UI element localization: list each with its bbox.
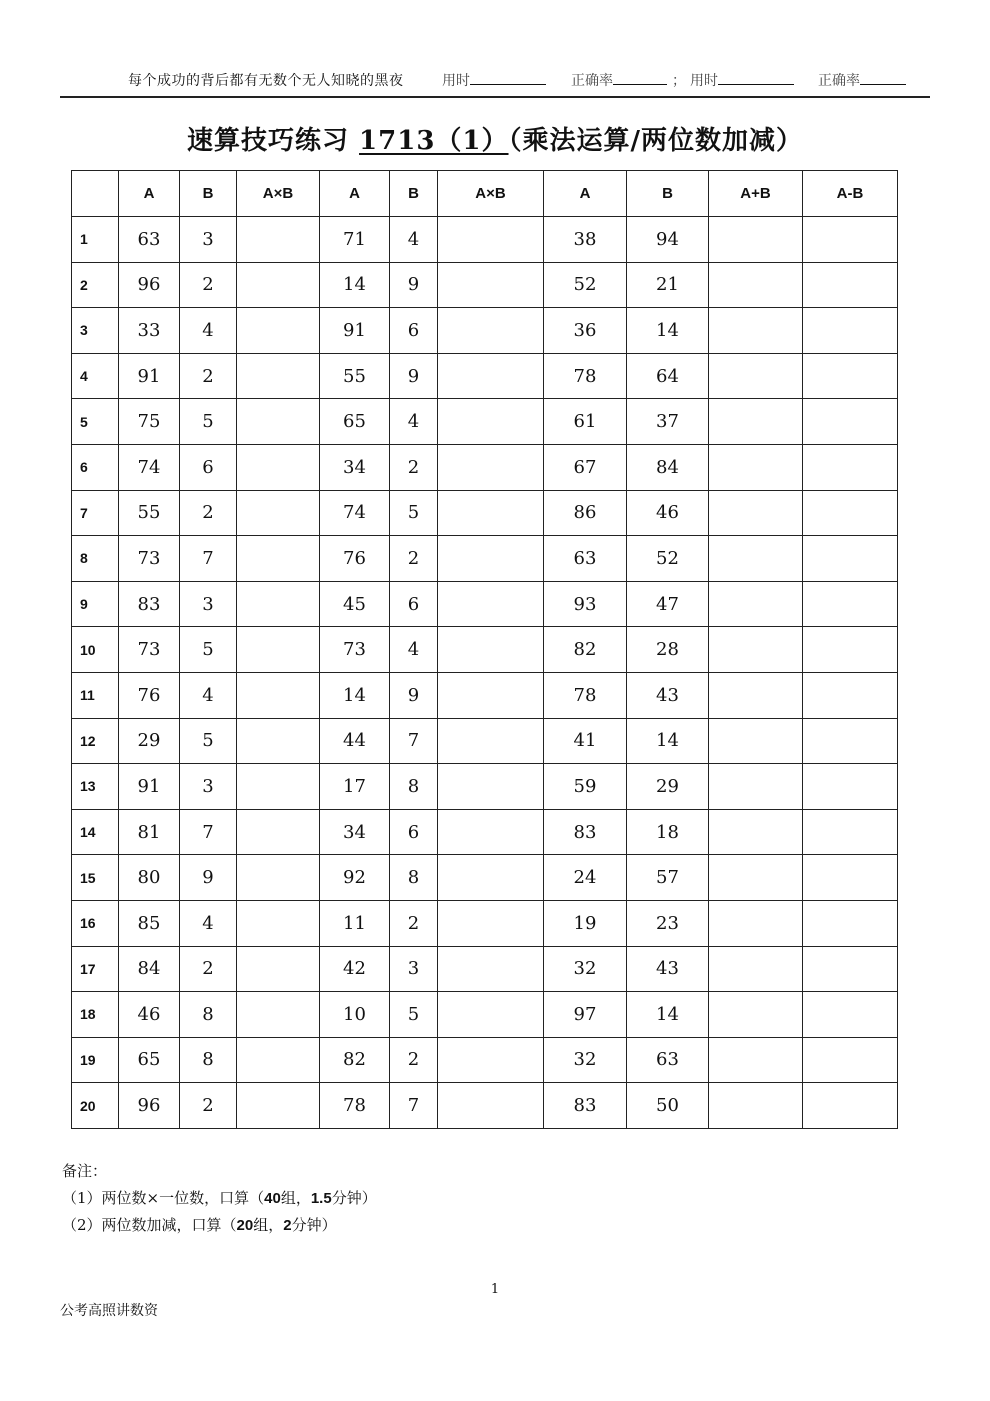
- cell-b3: 14: [627, 718, 709, 764]
- cell-b1: 4: [180, 900, 237, 946]
- answer-axb-1[interactable]: [237, 490, 320, 536]
- answer-diff[interactable]: [803, 900, 898, 946]
- cell-a2: 14: [320, 262, 390, 308]
- cell-a3: 36: [544, 308, 627, 354]
- cell-a2: 78: [320, 1083, 390, 1129]
- cell-a2: 91: [320, 308, 390, 354]
- time-field-2[interactable]: [690, 70, 794, 90]
- cell-a1: 63: [119, 217, 180, 263]
- cell-b3: 43: [627, 946, 709, 992]
- cell-b3: 64: [627, 353, 709, 399]
- answer-sum[interactable]: [709, 308, 803, 354]
- answer-diff[interactable]: [803, 262, 898, 308]
- answer-diff[interactable]: [803, 946, 898, 992]
- accuracy-label-2: 正确率: [818, 73, 860, 89]
- cell-b1: 4: [180, 308, 237, 354]
- cell-b3: 23: [627, 900, 709, 946]
- table-row: [72, 399, 898, 445]
- answer-axb-1[interactable]: [237, 1083, 320, 1129]
- table-row: [72, 536, 898, 582]
- answer-sum[interactable]: [709, 809, 803, 855]
- cell-b2: 6: [390, 809, 438, 855]
- cell-b2: 7: [390, 1083, 438, 1129]
- cell-b2: 4: [390, 627, 438, 673]
- table-row: [72, 809, 898, 855]
- cell-a3: 86: [544, 490, 627, 536]
- answer-axb-2[interactable]: [438, 581, 544, 627]
- answer-axb-2[interactable]: [438, 308, 544, 354]
- answer-sum[interactable]: [709, 262, 803, 308]
- header-cell: B: [627, 171, 709, 217]
- cell-a3: 93: [544, 581, 627, 627]
- answer-sum[interactable]: [709, 581, 803, 627]
- table-row: [72, 627, 898, 673]
- answer-axb-2[interactable]: [438, 627, 544, 673]
- answer-sum[interactable]: [709, 764, 803, 810]
- cell-a2: 42: [320, 946, 390, 992]
- header-cell: A: [119, 171, 180, 217]
- cell-b3: 18: [627, 809, 709, 855]
- header-cell: B: [390, 171, 438, 217]
- answer-diff[interactable]: [803, 992, 898, 1038]
- answer-diff[interactable]: [803, 718, 898, 764]
- answer-axb-1[interactable]: [237, 444, 320, 490]
- row-number: 1: [72, 217, 119, 263]
- title-suffix: （乘法运算/两位数加减）: [508, 126, 804, 156]
- answer-diff[interactable]: [803, 855, 898, 901]
- cell-b2: 3: [390, 946, 438, 992]
- cell-b3: 37: [627, 399, 709, 445]
- table-row: [72, 308, 898, 354]
- cell-b1: 2: [180, 946, 237, 992]
- cell-a1: 65: [119, 1037, 180, 1083]
- cell-b1: 7: [180, 809, 237, 855]
- cell-a2: 74: [320, 490, 390, 536]
- answer-diff[interactable]: [803, 581, 898, 627]
- cell-a1: 73: [119, 536, 180, 582]
- cell-a2: 11: [320, 900, 390, 946]
- cell-b1: 5: [180, 399, 237, 445]
- cell-b1: 8: [180, 1037, 237, 1083]
- cell-a3: 19: [544, 900, 627, 946]
- cell-b2: 5: [390, 490, 438, 536]
- cell-a2: 34: [320, 444, 390, 490]
- row-number: 12: [72, 718, 119, 764]
- cell-a2: 73: [320, 627, 390, 673]
- row-number: 19: [72, 1037, 119, 1083]
- answer-sum[interactable]: [709, 399, 803, 445]
- cell-a3: 24: [544, 855, 627, 901]
- drill-table: [71, 170, 898, 1129]
- table-row: [72, 217, 898, 263]
- cell-a3: 38: [544, 217, 627, 263]
- cell-b1: 2: [180, 490, 237, 536]
- cell-a1: 46: [119, 992, 180, 1038]
- cell-a3: 82: [544, 627, 627, 673]
- header-cell: A: [544, 171, 627, 217]
- answer-sum[interactable]: [709, 444, 803, 490]
- cell-b2: 4: [390, 217, 438, 263]
- cell-b2: 8: [390, 855, 438, 901]
- note-line-1: （1）两位数×一位数，口算（40组，1.5分钟）: [62, 1189, 377, 1207]
- separator: ；: [672, 73, 686, 89]
- cell-b1: 2: [180, 353, 237, 399]
- cell-b2: 9: [390, 672, 438, 718]
- cell-b3: 28: [627, 627, 709, 673]
- footer-source: 公考高照讲数资: [60, 1303, 158, 1319]
- cell-b1: 3: [180, 764, 237, 810]
- answer-axb-1[interactable]: [237, 764, 320, 810]
- answer-diff[interactable]: [803, 353, 898, 399]
- table-row: [72, 490, 898, 536]
- answer-sum[interactable]: [709, 946, 803, 992]
- answer-diff[interactable]: [803, 672, 898, 718]
- cell-a1: 80: [119, 855, 180, 901]
- answer-diff[interactable]: [803, 217, 898, 263]
- answer-axb-2[interactable]: [438, 1037, 544, 1083]
- row-number: 20: [72, 1083, 119, 1129]
- cell-a3: 67: [544, 444, 627, 490]
- answer-axb-2[interactable]: [438, 444, 544, 490]
- cell-b1: 5: [180, 627, 237, 673]
- notes-heading: 备注：: [62, 1162, 108, 1180]
- answer-axb-1[interactable]: [237, 262, 320, 308]
- cell-a1: 91: [119, 764, 180, 810]
- cell-b2: 6: [390, 308, 438, 354]
- cell-b3: 84: [627, 444, 709, 490]
- time-label-1: 用时: [442, 73, 470, 89]
- answer-diff[interactable]: [803, 444, 898, 490]
- cell-a3: 61: [544, 399, 627, 445]
- row-number: 17: [72, 946, 119, 992]
- cell-a2: 17: [320, 764, 390, 810]
- cell-b2: 2: [390, 1037, 438, 1083]
- answer-diff[interactable]: [803, 1037, 898, 1083]
- answer-sum[interactable]: [709, 855, 803, 901]
- header-cell: [72, 171, 119, 217]
- answer-diff[interactable]: [803, 1083, 898, 1129]
- cell-b2: 9: [390, 353, 438, 399]
- answer-axb-2[interactable]: [438, 900, 544, 946]
- cell-b2: 6: [390, 581, 438, 627]
- answer-diff[interactable]: [803, 490, 898, 536]
- row-number: 3: [72, 308, 119, 354]
- answer-axb-1[interactable]: [237, 718, 320, 764]
- cell-b3: 50: [627, 1083, 709, 1129]
- answer-axb-2[interactable]: [438, 764, 544, 810]
- cell-a3: 52: [544, 262, 627, 308]
- cell-a3: 78: [544, 672, 627, 718]
- answer-axb-2[interactable]: [438, 855, 544, 901]
- cell-a2: 71: [320, 217, 390, 263]
- answer-sum[interactable]: [709, 627, 803, 673]
- answer-axb-2[interactable]: [438, 946, 544, 992]
- cell-b3: 14: [627, 992, 709, 1038]
- answer-axb-1[interactable]: [237, 1037, 320, 1083]
- table-row: [72, 581, 898, 627]
- row-number: 14: [72, 809, 119, 855]
- cell-a2: 14: [320, 672, 390, 718]
- answer-axb-2[interactable]: [438, 718, 544, 764]
- cell-b1: 3: [180, 581, 237, 627]
- table-row: [72, 946, 898, 992]
- cell-a3: 59: [544, 764, 627, 810]
- table-row: [72, 262, 898, 308]
- header-cell: A-B: [803, 171, 898, 217]
- answer-axb-1[interactable]: [237, 946, 320, 992]
- cell-a1: 33: [119, 308, 180, 354]
- note-line-2: （2）两位数加减，口算（20组，2分钟）: [62, 1216, 337, 1234]
- cell-b3: 47: [627, 581, 709, 627]
- table-row: [72, 353, 898, 399]
- cell-a2: 45: [320, 581, 390, 627]
- cell-b1: 5: [180, 718, 237, 764]
- cell-a3: 78: [544, 353, 627, 399]
- answer-sum[interactable]: [709, 217, 803, 263]
- answer-axb-1[interactable]: [237, 809, 320, 855]
- time-blank-2[interactable]: [718, 70, 794, 85]
- cell-a3: 63: [544, 536, 627, 582]
- answer-axb-2[interactable]: [438, 809, 544, 855]
- cell-b3: 21: [627, 262, 709, 308]
- cell-a1: 81: [119, 809, 180, 855]
- cell-b3: 52: [627, 536, 709, 582]
- answer-axb-1[interactable]: [237, 581, 320, 627]
- answer-axb-2[interactable]: [438, 1083, 544, 1129]
- cell-a2: 55: [320, 353, 390, 399]
- cell-b3: 63: [627, 1037, 709, 1083]
- cell-b3: 57: [627, 855, 709, 901]
- title-code: 1713（1）: [359, 126, 509, 156]
- cell-b2: 2: [390, 444, 438, 490]
- page-number: 1: [490, 1282, 500, 1297]
- row-number: 10: [72, 627, 119, 673]
- header-cell: B: [180, 171, 237, 217]
- cell-a1: 76: [119, 672, 180, 718]
- cell-b2: 5: [390, 992, 438, 1038]
- table-row: [72, 672, 898, 718]
- answer-sum[interactable]: [709, 672, 803, 718]
- answer-axb-1[interactable]: [237, 536, 320, 582]
- row-number: 9: [72, 581, 119, 627]
- table-row: [72, 1037, 898, 1083]
- answer-axb-2[interactable]: [438, 490, 544, 536]
- cell-b1: 2: [180, 262, 237, 308]
- cell-a3: 41: [544, 718, 627, 764]
- table-row: [72, 764, 898, 810]
- cell-b3: 14: [627, 308, 709, 354]
- row-number: 18: [72, 992, 119, 1038]
- cell-a1: 96: [119, 262, 180, 308]
- cell-b1: 8: [180, 992, 237, 1038]
- answer-sum[interactable]: [709, 490, 803, 536]
- answer-axb-1[interactable]: [237, 900, 320, 946]
- answer-axb-1[interactable]: [237, 855, 320, 901]
- cell-a1: 91: [119, 353, 180, 399]
- answer-axb-2[interactable]: [438, 217, 544, 263]
- cell-a2: 44: [320, 718, 390, 764]
- time-field-1[interactable]: [442, 70, 546, 90]
- cell-b2: 4: [390, 399, 438, 445]
- answer-axb-2[interactable]: [438, 536, 544, 582]
- answer-diff[interactable]: [803, 308, 898, 354]
- header-cell: A: [320, 171, 390, 217]
- cell-b3: 46: [627, 490, 709, 536]
- cell-b1: 6: [180, 444, 237, 490]
- row-number: 4: [72, 353, 119, 399]
- cell-b2: 7: [390, 718, 438, 764]
- table-row: [72, 718, 898, 764]
- cell-a1: 55: [119, 490, 180, 536]
- answer-sum[interactable]: [709, 718, 803, 764]
- row-number: 16: [72, 900, 119, 946]
- cell-a2: 10: [320, 992, 390, 1038]
- answer-axb-1[interactable]: [237, 672, 320, 718]
- table-row: [72, 900, 898, 946]
- time-label-2: 用时: [690, 73, 718, 89]
- cell-b1: 3: [180, 217, 237, 263]
- cell-a1: 75: [119, 399, 180, 445]
- cell-b3: 29: [627, 764, 709, 810]
- table-row: [72, 855, 898, 901]
- page-title: [0, 120, 990, 157]
- cell-a2: 92: [320, 855, 390, 901]
- cell-b3: 43: [627, 672, 709, 718]
- cell-a2: 65: [320, 399, 390, 445]
- answer-axb-2[interactable]: [438, 672, 544, 718]
- cell-a1: 83: [119, 581, 180, 627]
- cell-b1: 2: [180, 1083, 237, 1129]
- cell-a1: 73: [119, 627, 180, 673]
- row-number: 7: [72, 490, 119, 536]
- table-row: [72, 992, 898, 1038]
- accuracy-blank-2[interactable]: [860, 70, 906, 85]
- answer-axb-2[interactable]: [438, 353, 544, 399]
- cell-b2: 8: [390, 764, 438, 810]
- answer-diff[interactable]: [803, 809, 898, 855]
- answer-diff[interactable]: [803, 627, 898, 673]
- answer-diff[interactable]: [803, 399, 898, 445]
- row-number: 15: [72, 855, 119, 901]
- cell-b1: 7: [180, 536, 237, 582]
- cell-a3: 32: [544, 1037, 627, 1083]
- cell-a3: 97: [544, 992, 627, 1038]
- row-number: 11: [72, 672, 119, 718]
- cell-b1: 4: [180, 672, 237, 718]
- cell-a3: 32: [544, 946, 627, 992]
- row-number: 6: [72, 444, 119, 490]
- table-body: [72, 217, 898, 1129]
- answer-diff[interactable]: [803, 764, 898, 810]
- cell-a3: 83: [544, 809, 627, 855]
- answer-axb-1[interactable]: [237, 217, 320, 263]
- accuracy-blank-1[interactable]: [613, 70, 667, 85]
- accuracy-field-2[interactable]: [818, 70, 906, 90]
- row-number: 8: [72, 536, 119, 582]
- notes: [62, 1158, 377, 1239]
- row-number: 2: [72, 262, 119, 308]
- cell-b2: 2: [390, 536, 438, 582]
- table-header-row: [72, 171, 898, 217]
- row-number: 13: [72, 764, 119, 810]
- table-row: [72, 1083, 898, 1129]
- answer-diff[interactable]: [803, 536, 898, 582]
- answer-sum[interactable]: [709, 1037, 803, 1083]
- cell-b3: 94: [627, 217, 709, 263]
- cell-b1: 9: [180, 855, 237, 901]
- answer-axb-1[interactable]: [237, 399, 320, 445]
- answer-axb-2[interactable]: [438, 262, 544, 308]
- table-row: [72, 444, 898, 490]
- row-number: 5: [72, 399, 119, 445]
- answer-sum[interactable]: [709, 900, 803, 946]
- answer-sum[interactable]: [709, 353, 803, 399]
- cell-a1: 29: [119, 718, 180, 764]
- cell-a3: 83: [544, 1083, 627, 1129]
- cell-a2: 34: [320, 809, 390, 855]
- cell-a2: 82: [320, 1037, 390, 1083]
- cell-a1: 84: [119, 946, 180, 992]
- cell-a1: 96: [119, 1083, 180, 1129]
- answer-sum[interactable]: [709, 1083, 803, 1129]
- time-blank-1[interactable]: [470, 70, 546, 85]
- header-cell: A+B: [709, 171, 803, 217]
- header-cell: A×B: [237, 171, 320, 217]
- answer-axb-1[interactable]: [237, 353, 320, 399]
- answer-axb-1[interactable]: [237, 992, 320, 1038]
- cell-a2: 76: [320, 536, 390, 582]
- cell-b2: 9: [390, 262, 438, 308]
- answer-sum[interactable]: [709, 992, 803, 1038]
- cell-b2: 2: [390, 900, 438, 946]
- accuracy-label-1: 正确率: [571, 73, 613, 89]
- cell-a1: 74: [119, 444, 180, 490]
- answer-axb-1[interactable]: [237, 627, 320, 673]
- answer-axb-1[interactable]: [237, 308, 320, 354]
- accuracy-field-1[interactable]: [571, 70, 667, 90]
- cell-a1: 85: [119, 900, 180, 946]
- header-motto: 每个成功的背后都有无数个无人知晓的黑夜: [128, 73, 404, 89]
- answer-axb-2[interactable]: [438, 399, 544, 445]
- answer-axb-2[interactable]: [438, 992, 544, 1038]
- answer-sum[interactable]: [709, 536, 803, 582]
- title-prefix: 速算技巧练习: [186, 126, 349, 156]
- header-cell: A×B: [438, 171, 544, 217]
